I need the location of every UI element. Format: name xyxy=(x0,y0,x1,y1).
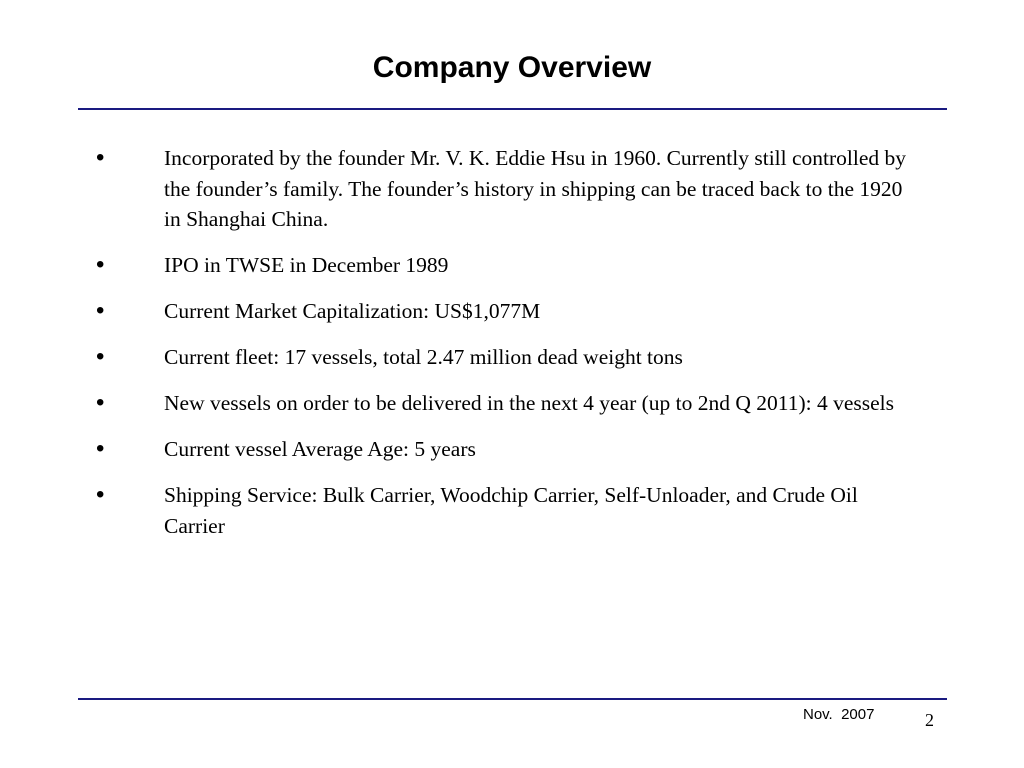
bullet-icon: • xyxy=(96,251,105,278)
bullet-item xyxy=(0,388,1024,419)
bullet-icon: • xyxy=(96,389,105,416)
bullet-text: New vessels on order to be delivered in the next 4 year (up to 2nd Q 2011): 4 vessels xyxy=(164,391,895,415)
bullet-text: Incorporated by the founder Mr. V. K. Eddie Hsu in 1960. Currently still controlled by the founder’s family. The founder’s history in shipping can be traced back to the 1920 in Shanghai China. xyxy=(164,146,907,231)
footer-divider xyxy=(78,698,947,700)
bullet-list xyxy=(0,143,1024,557)
bullet-item xyxy=(0,480,1024,541)
bullet-text: Current vessel Average Age: 5 years xyxy=(164,437,476,461)
bullet-icon: • xyxy=(96,144,105,171)
slide-title: Company Overview xyxy=(372,51,652,84)
bullet-item xyxy=(0,250,1024,281)
bullet-text: IPO in TWSE in December 1989 xyxy=(164,253,449,277)
bullet-icon: • xyxy=(96,435,105,462)
bullet-icon: • xyxy=(96,481,105,508)
bullet-icon: • xyxy=(96,297,105,324)
page-number: 2 xyxy=(925,710,934,730)
bullet-text: Current fleet: 17 vessels, total 2.47 million dead weight tons xyxy=(164,345,683,369)
bullet-item xyxy=(0,296,1024,327)
bullet-text: Current Market Capitalization: US$1,077M xyxy=(164,299,541,323)
bullet-text: Shipping Service: Bulk Carrier, Woodchip Carrier, Self-Unloader, and Crude Oil Carrier xyxy=(164,483,858,538)
footer-date: Nov. 2007 xyxy=(803,706,875,723)
bullet-item xyxy=(0,342,1024,373)
bullet-item xyxy=(0,143,1024,235)
bullet-icon: • xyxy=(96,343,105,370)
title-divider xyxy=(78,108,947,110)
bullet-item xyxy=(0,434,1024,465)
